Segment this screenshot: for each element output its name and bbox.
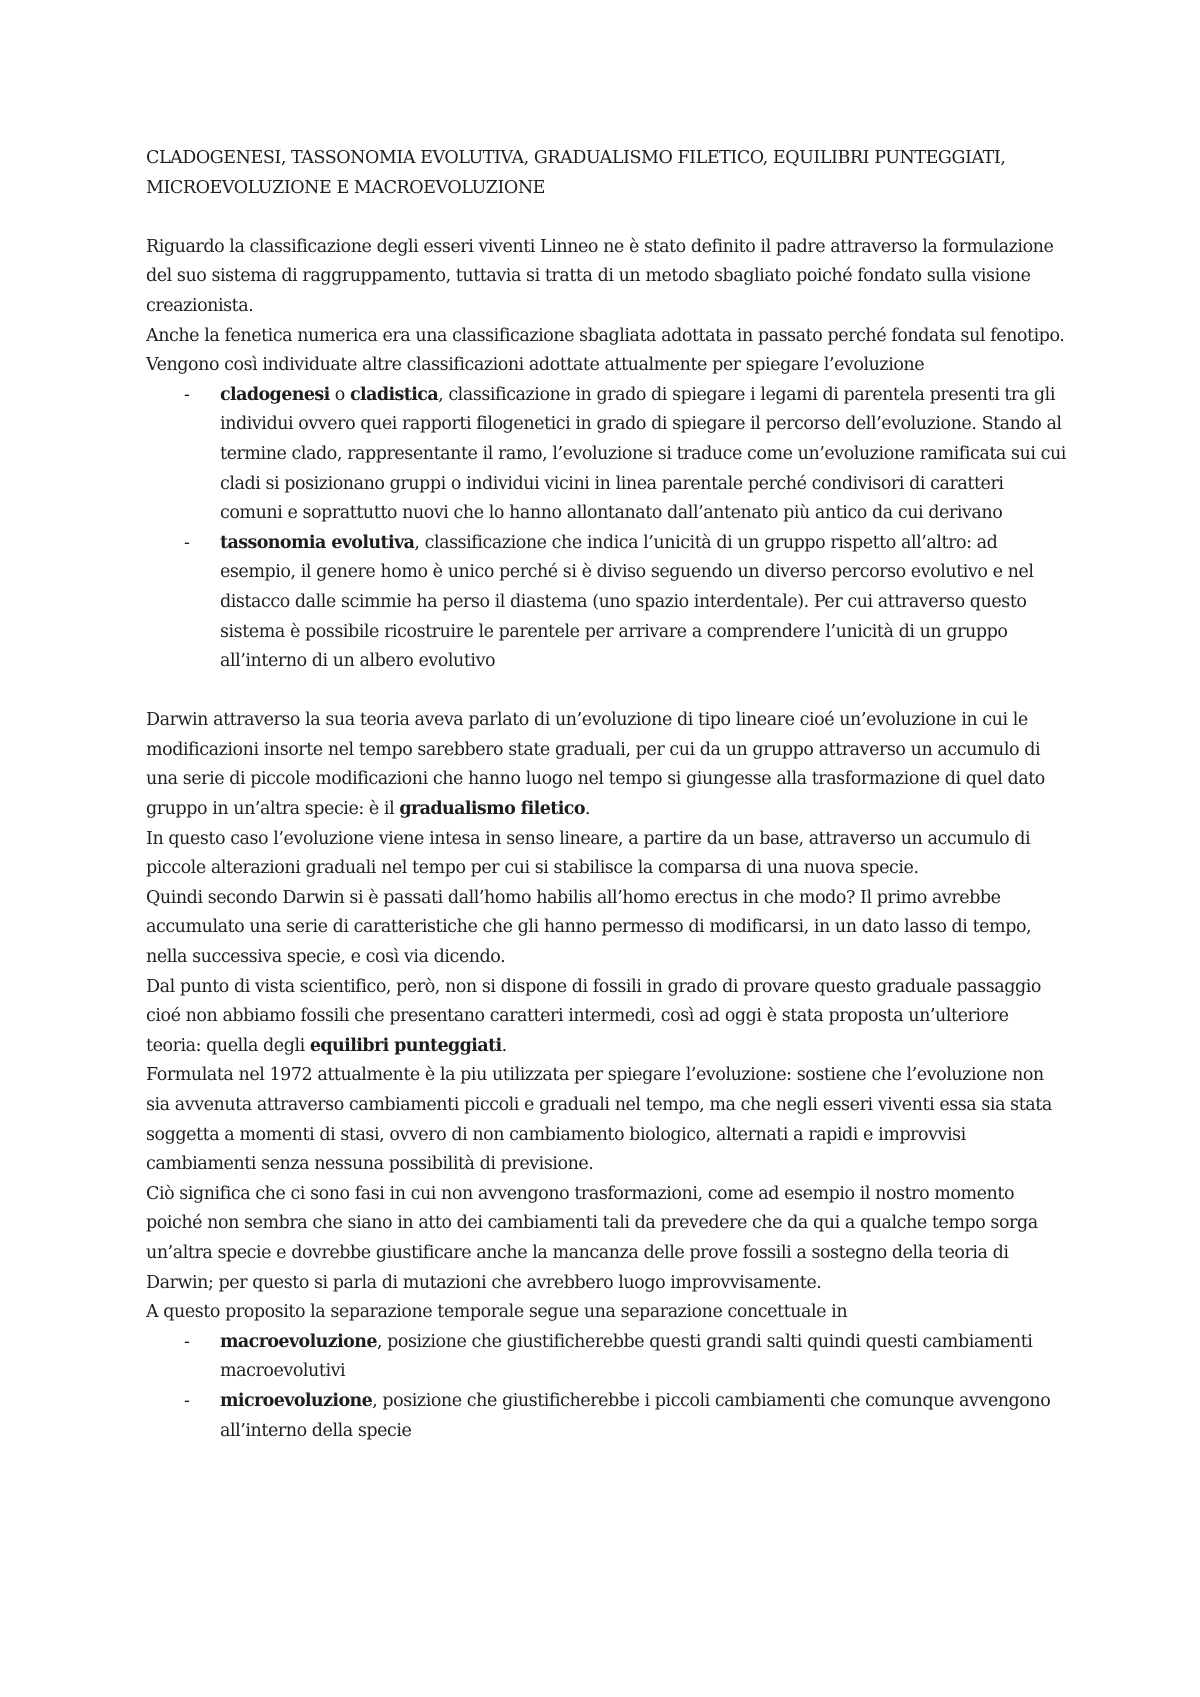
term-macroevoluzione: macroevoluzione (220, 1331, 377, 1352)
term-connector: o (329, 384, 350, 405)
paragraph-1972: Formulata nel 1972 attualmente è la piu utilizzata per spiegare l’evoluzione: sostiene che l’evoluzione non sia avvenuta attraverso cambiamenti piccoli e graduali nel tempo, ma che negli esseri viventi essa sia stata soggetta a momenti di stasi, ovvero di non cambiamento biologico, alternati a rapidi e improvvisi cambiamenti senza nessuna possibilità di previsione. (146, 1065, 1052, 1175)
term-microevoluzione: microevoluzione (220, 1390, 373, 1411)
paragraph-linneo: Riguardo la classificazione degli esseri viventi Linneo ne è stato definito il padre attraverso la formulazione del suo sistema di raggruppamento, tuttavia si tratta di un metodo sbagliato poiché fondato sulla visione creazionista. (146, 236, 1054, 316)
bullet-dash: - (184, 1331, 190, 1352)
paragraph-darwin (146, 706, 1066, 824)
list-item-tassonomia (184, 529, 1066, 677)
term-cladistica: cladistica (350, 384, 439, 405)
list-item-microevoluzione (184, 1387, 1066, 1446)
document-body (146, 144, 1066, 1446)
document-title: CLADOGENESI, TASSONOMIA EVOLUTIVA, GRADUALISMO FILETICO, EQUILIBRI PUNTEGGIATI, MICROEVOLUZIONE E MACROEVOLUZIONE (146, 148, 1006, 198)
paragraph-classificazioni-intro: Vengono così individuate altre classificazioni adottate attualmente per spiegare l’evoluzione (146, 355, 925, 376)
bullet-dash: - (184, 532, 190, 553)
paragraph-spacer (146, 677, 1066, 707)
paragraph-text: . (584, 799, 591, 820)
list-item-text: , classificazione che indica l’unicità di un gruppo rispetto all’altro: ad esempio, il genere homo è unico perché si è diviso seguendo un diverso percorso evolutivo e nel distacco dalle scimmie ha perso il diastema (uno spazio interdentale). Per cui attraverso questo sistema è possibile ricostruire le parentele per arrivare a comprendere l’unicità di un gruppo all’interno di un albero evolutivo (220, 532, 1034, 672)
term-gradualismo-filetico: gradualismo filetico (399, 799, 585, 820)
list-item-text: , classificazione in grado di spiegare i legami di parentela presenti tra gli individui ovvero quei rapporti filogenetici in grado di spiegare il percorso dell’evoluzione. Stando al termine clado, rappresentante il ramo, l’evoluzione si traduce come un’evoluzione ramificata sui cui cladi si posizionano gruppi o individui vicini in linea parentale perché condivisori di caratteri comuni e soprattutto nuovi che lo hanno allontanato dall’antenato più antico da cui derivano (220, 384, 1066, 524)
paragraph-fenetica: Anche la fenetica numerica era una classificazione sbagliata adottata in passato perché fondata sul fenotipo. (146, 325, 1065, 346)
paragraph-text: Dal punto di vista scientifico, però, non si dispone di fossili in grado di provare questo graduale passaggio cioé non abbiamo fossili che presentano caratteri intermedi, così ad oggi è stata proposta un’ulteriore teoria: quella degli (146, 976, 1041, 1056)
list-item-text: , posizione che giustificherebbe i piccoli cambiamenti che comunque avvengono all’interno della specie (220, 1390, 1051, 1441)
bullet-dash: - (184, 384, 190, 405)
paragraph-evoluzione-lineare: In questo caso l’evoluzione viene intesa in senso lineare, a partire da un base, attraverso un accumulo di piccole alterazioni graduali nel tempo per cui si stabilisce la comparsa di una nuova specie. (146, 828, 1031, 879)
paragraph-homo-habilis: Quindi secondo Darwin si è passati dall’homo habilis all’homo erectus in che modo? Il primo avrebbe accumulato una serie di caratteristiche che gli hanno permesso di modificarsi, in un dato lasso di tempo, nella successiva specie, e così via dicendo. (146, 887, 1032, 968)
paragraph-text: . (501, 1035, 507, 1056)
term-tassonomia-evolutiva: tassonomia evolutiva (220, 532, 415, 553)
classification-list (146, 381, 1066, 677)
paragraph-separazione: A questo proposito la separazione temporale segue una separazione concettuale in (146, 1302, 848, 1323)
bullet-dash: - (184, 1390, 190, 1411)
list-item-macroevoluzione (184, 1328, 1066, 1387)
list-item-cladogenesi (184, 381, 1066, 529)
evolution-list (146, 1328, 1066, 1446)
term-cladogenesi: cladogenesi (220, 384, 330, 405)
paragraph-fossili (146, 973, 1066, 1062)
list-item-text: , posizione che giustificherebbe questi grandi salti quindi questi cambiamenti macroevolutivi (220, 1331, 1033, 1382)
term-equilibri-punteggiati: equilibri punteggiati (309, 1035, 502, 1056)
paragraph-text: Darwin attraverso la sua teoria aveva parlato di un’evoluzione di tipo lineare cioé un’evoluzione in cui le modificazioni insorte nel tempo sarebbero state graduali, per cui da un gruppo attraverso un accumulo di una serie di piccole modificazioni che hanno luogo nel tempo si giungesse alla trasformazione di quel dato gruppo in un’altra specie: è il (146, 710, 1045, 820)
paragraph-fasi: Ciò significa che ci sono fasi in cui non avvengono trasformazioni, come ad esempio il nostro momento poiché non sembra che siano in atto dei cambiamenti tali da prevedere che da qui a qualche tempo sorga un’altra specie e dovrebbe giustificare anche la mancanza delle prove fossili a sostegno della teoria di Darwin; per questo si parla di mutazioni che avrebbero luogo improvvisamente. (146, 1183, 1038, 1293)
